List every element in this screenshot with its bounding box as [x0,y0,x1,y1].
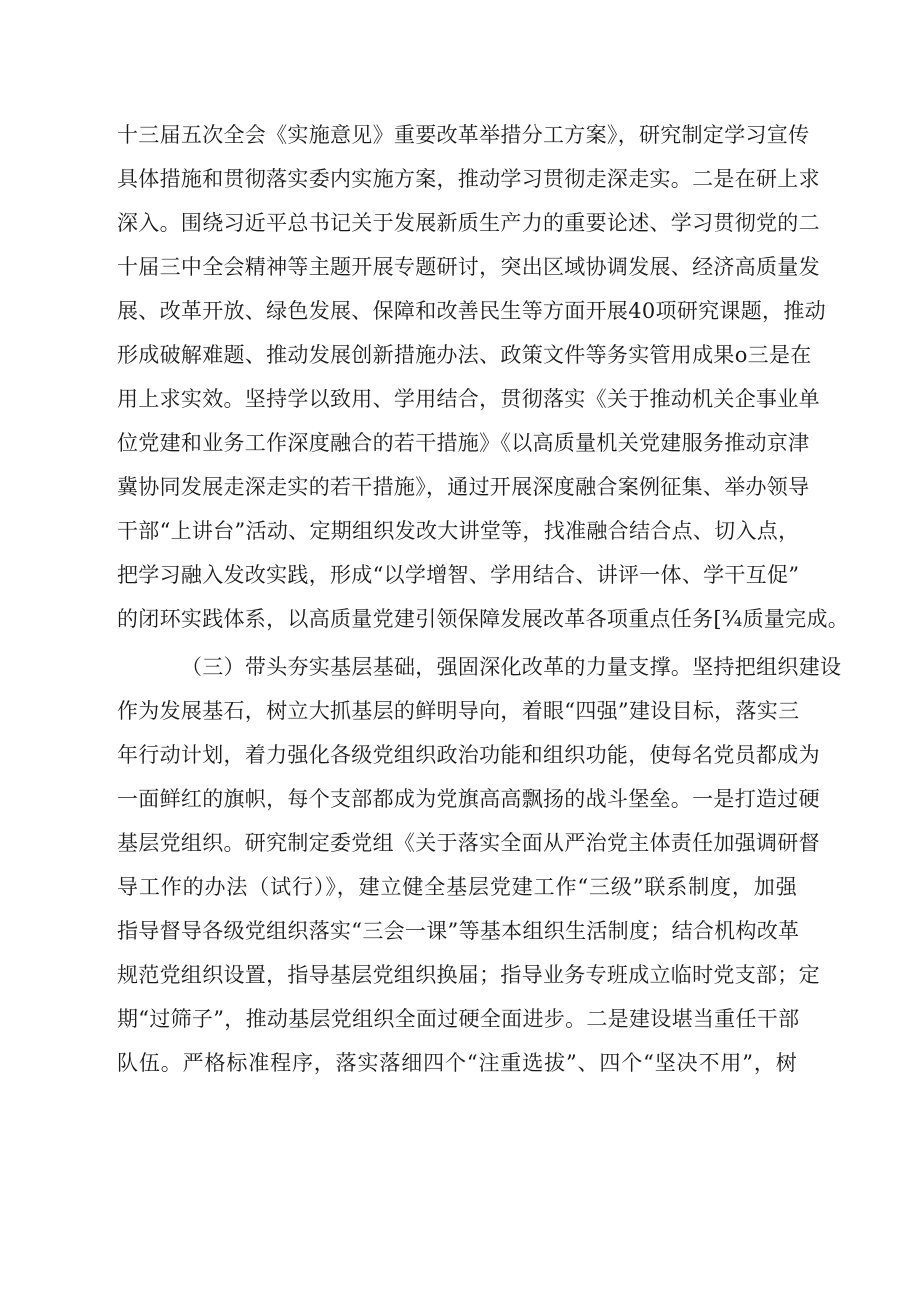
paragraph-line: 十三届五次全会《实施意见》重要改革举措分工方案》，研究制定学习宣传 [117,123,810,147]
paragraph-line: 作为发展基石，树立大抓基层的鲜明导向，着眼“四强”建设目标，落实三 [117,699,800,723]
paragraph-line: 十届三中全会精神等主题开展专题研讨，突出区域协调发展、经济高质量发 [117,255,820,279]
paragraph-line: 展、改革开放、绿色发展、保障和改善民生等方面开展40项研究课题，推动 [117,299,826,323]
paragraph-line: 指导督导各级党组织落实“三会一课”等基本组织生活制度；结合机构改革 [117,919,800,943]
paragraph-line: 深入。围绕习近平总书记关于发展新质生产力的重要论述、学习贯彻党的二 [117,211,820,235]
paragraph-line: 规范党组织设置，指导基层党组织换届；指导业务专班成立临时党支部；定 [117,963,820,987]
paragraph-line: 用上求实效。坚持学以致用、学用结合，贯彻落实《关于推动机关企事业单 [117,387,820,411]
paragraph-line: 形成破解难题、推动发展创新措施办法、政策文件等务实管用成果o三是在 [117,343,812,367]
paragraph-line: 一面鲜红的旗帜，每个支部都成为党旗高高飘扬的战斗堡垒。一是打造过硬 [117,787,820,811]
paragraph-line: 干部“上讲台”活动、定期组织发改大讲堂等，找准融合结合点、切入点， [117,519,800,543]
paragraph-line: 具体措施和贯彻落实委内实施方案，推动学习贯彻走深走实。二是在研上求 [117,167,820,191]
paragraph-line: 队伍。严格标准程序，落实落细四个“注重选拔”、四个“坚决不用”，树 [117,1051,797,1075]
paragraph-2 [117,645,842,1085]
paragraph-line: 把学习融入发改实践，形成“以学增智、学用结合、讲评一体、学干互促” [117,563,800,587]
paragraph-line: 基层党组织。研究制定委党组《关于落实全面从严治党主体责任加强调研督 [117,831,820,855]
paragraph-line: 期“过筛子”，推动基层党组织全面过硬全面进步。二是建设堪当重任干部 [117,1007,800,1031]
paragraph-line: （三）带头夯实基层基础，强固深化改革的力量支撑。坚持把组织建设 [181,655,842,679]
paragraph-line: 位党建和业务工作深度融合的若干措施》《以高质量机关党建服务推动京津 [117,431,810,455]
paragraph-line: 的闭环实践体系，以高质量党建引领保障发展改革各项重点任务[¾质量完成。 [117,607,850,631]
paragraph-line: 年行动计划，着力强化各级党组织政治功能和组织功能，使每名党员都成为 [117,743,820,767]
paragraph-line: 冀协同发展走深走实的若干措施》，通过开展深度融合案例征集、举办领导 [117,475,810,499]
paragraph-line: 导工作的办法（试行）》，建立健全基层党建工作“三级”联系制度，加强 [117,875,797,899]
paragraph-1 [117,113,850,641]
